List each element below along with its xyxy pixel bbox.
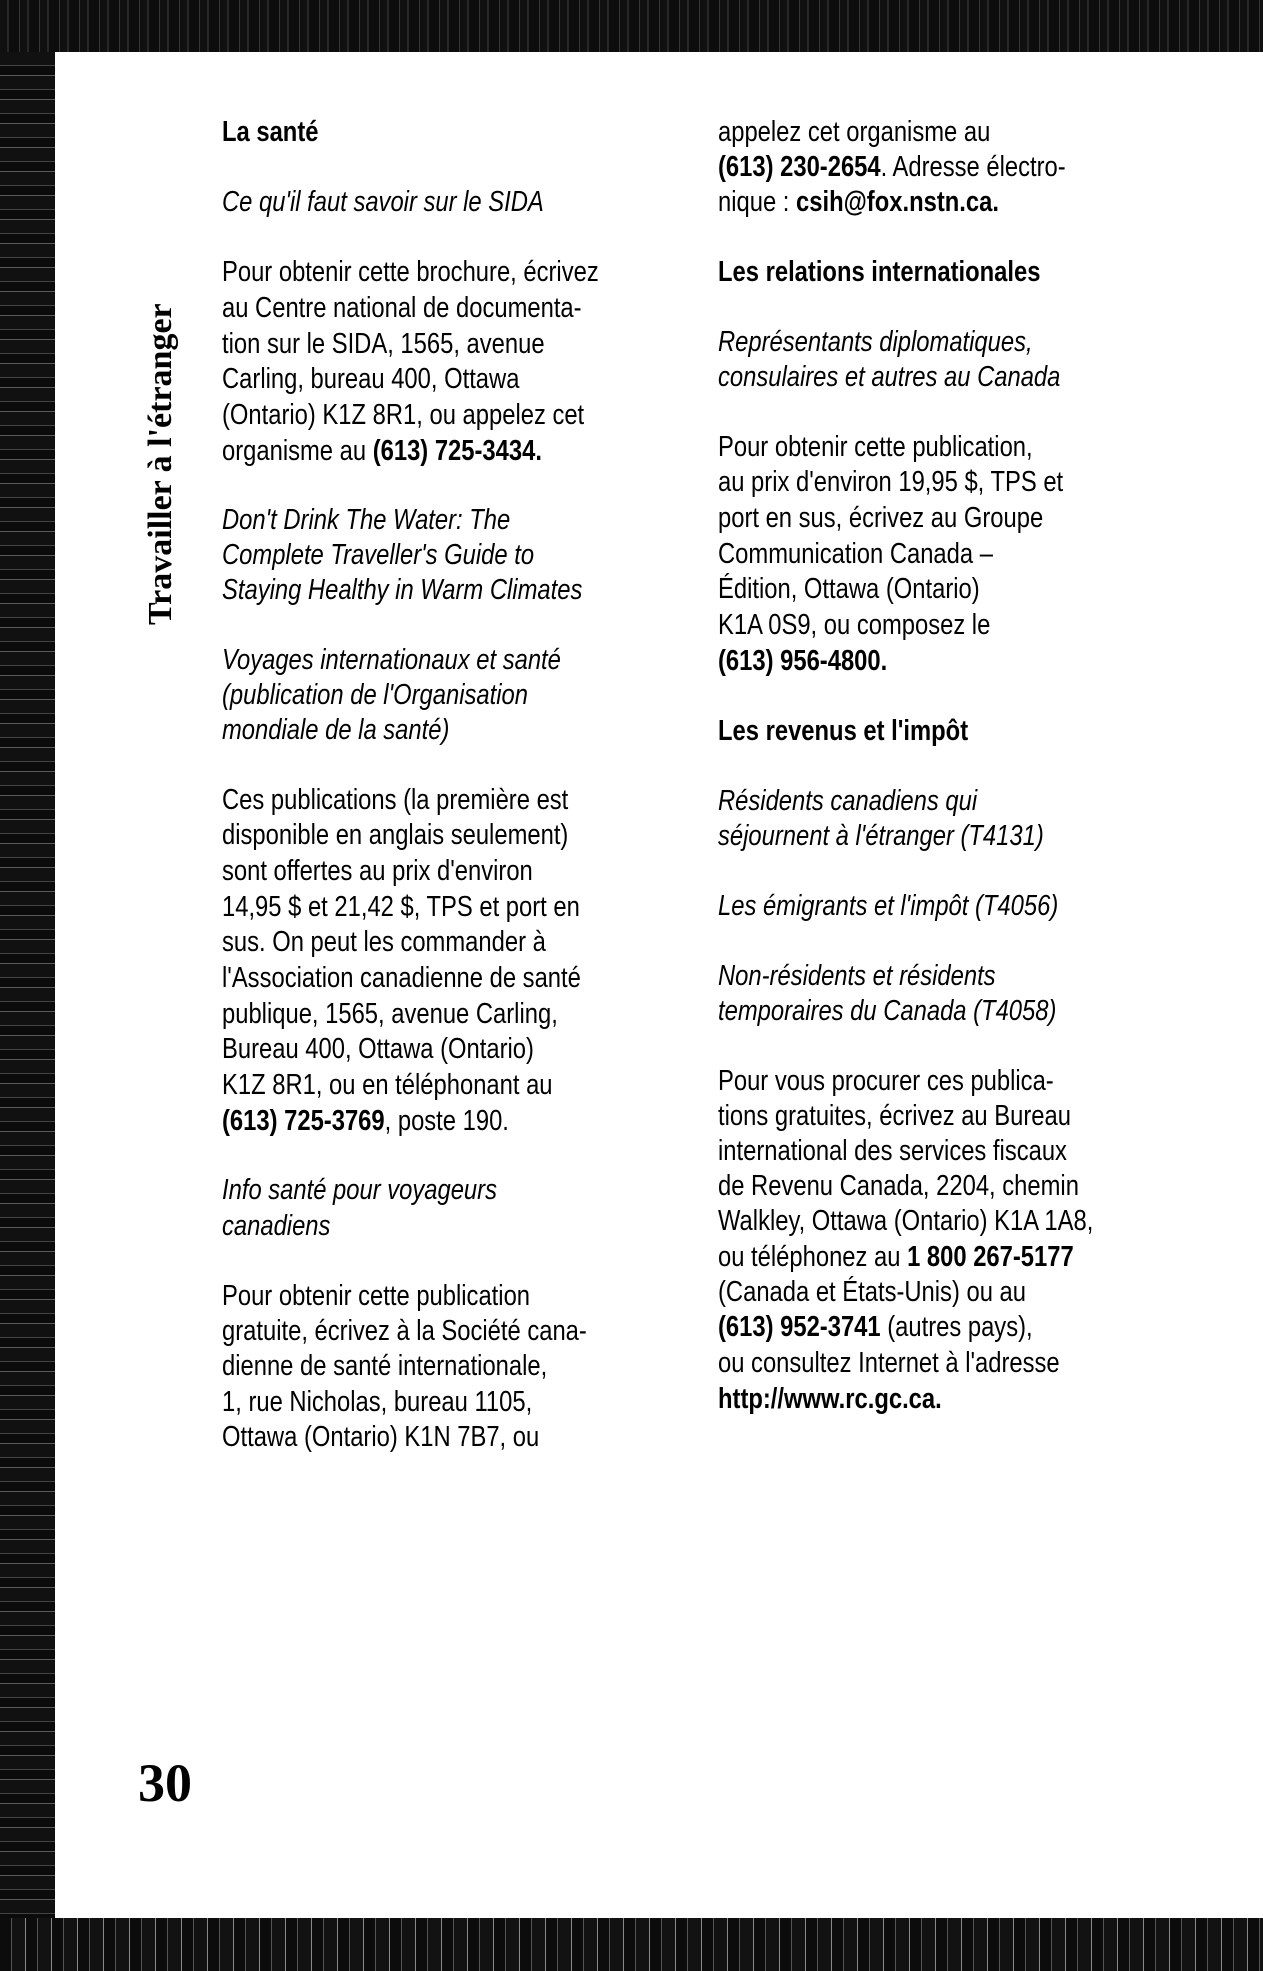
line-text: . Adresse électro- [880, 151, 1066, 183]
line-text: Voyages internationaux et santé [222, 644, 561, 676]
body-text-line [222, 429, 542, 473]
line-text: Pour obtenir cette publication, [718, 431, 1033, 463]
line-text: (Canada et États-Unis) ou au [718, 1276, 1026, 1308]
line-text: Les émigrants et l'impôt (T4056) [718, 890, 1059, 922]
bold-contact: (613) 230-2654 [718, 151, 881, 183]
line-text: Bureau 400, Ottawa (Ontario) [222, 1033, 534, 1065]
publication-title-line [718, 989, 1056, 1033]
line-text: international des services fiscaux [718, 1135, 1067, 1167]
line-text: Représentants diplomatiques, [718, 326, 1033, 358]
line-text: Les relations internationales [718, 256, 1041, 288]
line-text: sus. On peut les commander à [222, 926, 546, 958]
line-text: Walkley, Ottawa (Ontario) K1A 1A8, [718, 1205, 1094, 1237]
body-text-line [718, 1377, 942, 1421]
bold-contact: (613) 956-4800. [718, 645, 888, 677]
body-text-line [718, 180, 999, 224]
line-text: séjournent à l'étranger (T4131) [718, 820, 1044, 852]
line-text: (autres pays), [880, 1311, 1033, 1343]
line-text: canadiens [222, 1210, 331, 1242]
line-text: ou téléphonez au [718, 1241, 908, 1273]
body-text-line [718, 639, 887, 683]
body-text-line [222, 1099, 509, 1143]
line-text: Édition, Ottawa (Ontario) [718, 573, 980, 605]
line-text: appelez cet organisme au [718, 116, 991, 148]
line-text: Les revenus et l'impôt [718, 715, 969, 747]
bold-contact: (613) 952-3741 [718, 1311, 881, 1343]
line-text: gratuite, écrivez à la Société cana- [222, 1315, 587, 1347]
line-text: Ces publications (la première est [222, 784, 569, 816]
line-text: de Revenu Canada, 2204, chemin [718, 1170, 1079, 1202]
line-text: K1A 0S9, ou composez le [718, 609, 991, 641]
line-text: La santé [222, 116, 319, 148]
publication-title-line [718, 814, 1044, 858]
line-text: Non-résidents et résidents [718, 960, 996, 992]
line-text: , poste 190. [384, 1105, 509, 1137]
publication-title-line [222, 1204, 330, 1248]
line-text: (Ontario) K1Z 8R1, ou appelez cet [222, 399, 585, 431]
line-text: au Centre national de documenta- [222, 292, 582, 324]
line-text: tions gratuites, écrivez au Bureau [718, 1100, 1071, 1132]
line-text: Staying Healthy in Warm Climates [222, 574, 583, 606]
bold-contact: (613) 725-3769 [222, 1105, 385, 1137]
section-heading [718, 250, 1040, 294]
page-number: 30 [138, 1753, 192, 1813]
line-text: ou consultez Internet à l'adresse [718, 1347, 1060, 1379]
scan-border-bottom [0, 1918, 1263, 1971]
line-text: tion sur le SIDA, 1565, avenue [222, 328, 545, 360]
line-text: dienne de santé internationale, [222, 1350, 548, 1382]
scan-border-left [0, 52, 55, 1971]
publication-title-line [222, 568, 582, 612]
line-text: sont offertes au prix d'environ [222, 855, 533, 887]
publication-title-line [718, 884, 1058, 928]
line-text: disponible en anglais seulement) [222, 819, 569, 851]
line-text: temporaires du Canada (T4058) [718, 995, 1057, 1027]
line-text: publique, 1565, avenue Carling, [222, 998, 558, 1030]
scan-border-top [0, 0, 1263, 52]
publication-title-line [222, 708, 449, 752]
running-title: Travailler à l'étranger [142, 303, 179, 625]
bold-contact: csih@fox.nstn.ca. [796, 186, 999, 218]
publication-title-line [222, 180, 544, 224]
section-heading [222, 110, 318, 154]
line-text: nique : [718, 186, 797, 218]
bold-contact: 1 800 267-5177 [907, 1241, 1074, 1273]
line-text: l'Association canadienne de santé [222, 962, 581, 994]
line-text: Communication Canada – [718, 538, 993, 570]
line-text: mondiale de la santé) [222, 714, 450, 746]
publication-title-line [718, 355, 1060, 399]
line-text: Résidents canadiens qui [718, 785, 978, 817]
line-text: K1Z 8R1, ou en téléphonant au [222, 1069, 553, 1101]
section-heading [718, 709, 968, 753]
line-text: Ottawa (Ontario) K1N 7B7, ou [222, 1421, 540, 1453]
line-text: Pour vous procurer ces publica- [718, 1065, 1054, 1097]
line-text: port en sus, écrivez au Groupe [718, 502, 1044, 534]
line-text: Complete Traveller's Guide to [222, 539, 535, 571]
line-text: organisme au [222, 435, 373, 467]
line-text: 1, rue Nicholas, bureau 1105, [222, 1386, 533, 1418]
line-text: Don't Drink The Water: The [222, 504, 511, 536]
line-text: Carling, bureau 400, Ottawa [222, 363, 520, 395]
bold-contact: (613) 725-3434. [372, 435, 542, 467]
line-text: Info santé pour voyageurs [222, 1174, 497, 1206]
line-text: Ce qu'il faut savoir sur le SIDA [222, 186, 544, 218]
line-text: 14,95 $ et 21,42 $, TPS et port en [222, 891, 580, 923]
line-text: au prix d'environ 19,95 $, TPS et [718, 466, 1064, 498]
line-text: consulaires et autres au Canada [718, 361, 1061, 393]
body-text-line [222, 1415, 539, 1459]
bold-contact: http://www.rc.gc.ca. [718, 1383, 942, 1415]
line-text: (publication de l'Organisation [222, 679, 528, 711]
line-text: Pour obtenir cette publication [222, 1280, 531, 1312]
line-text: Pour obtenir cette brochure, écrivez [222, 256, 599, 288]
